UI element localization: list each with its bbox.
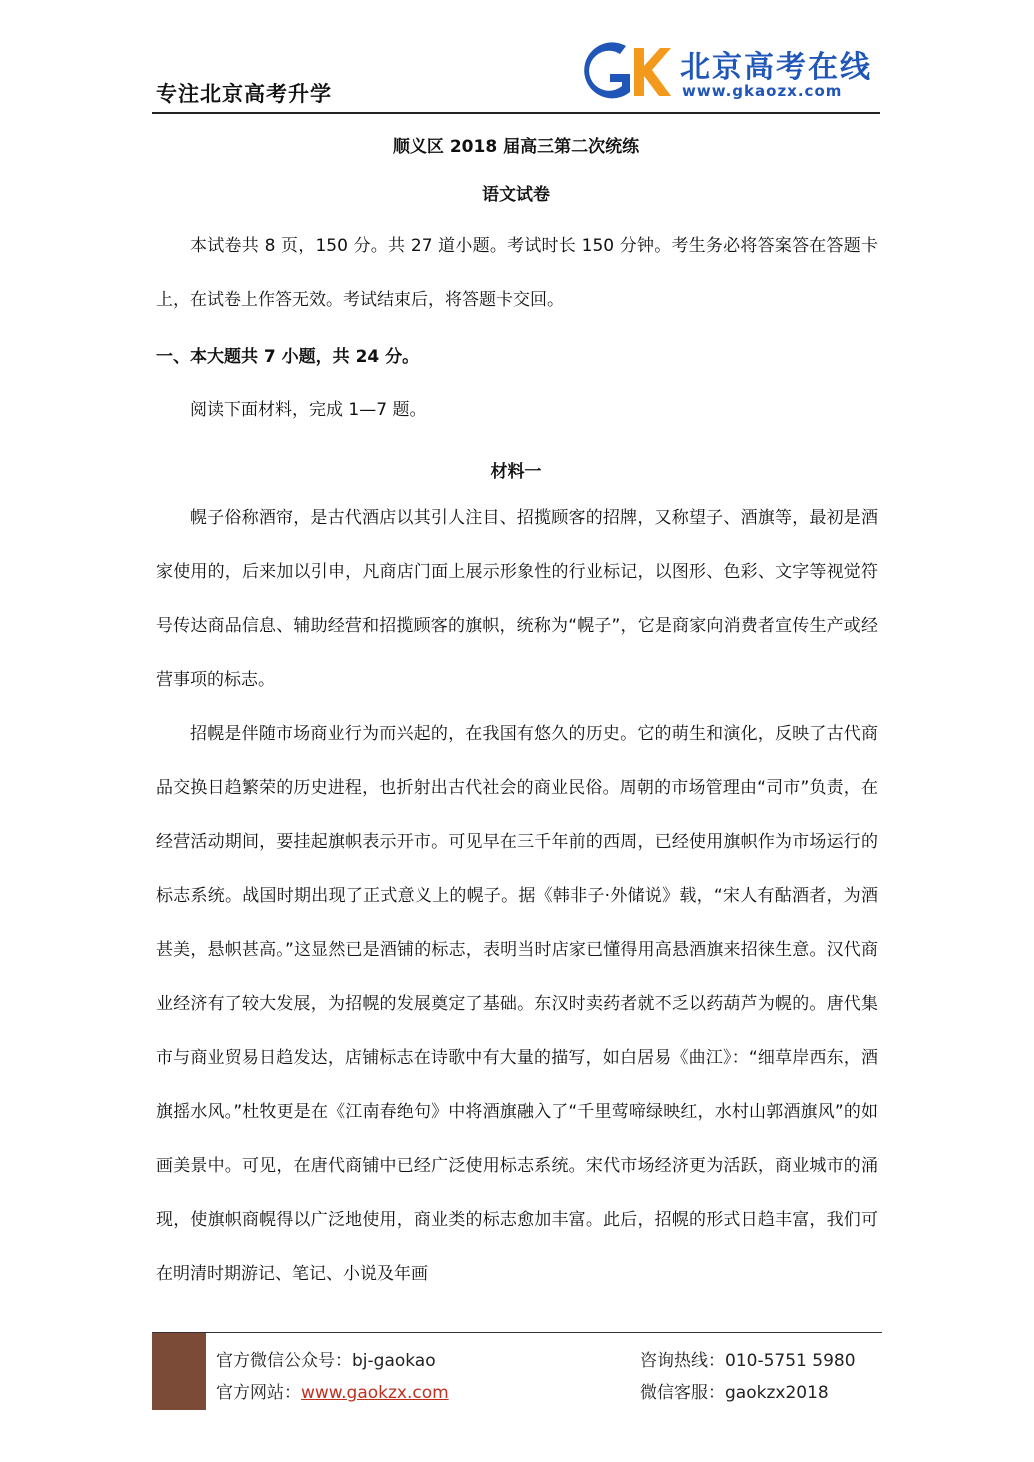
footer-color-block xyxy=(152,1333,206,1410)
section-heading: 一、本大题共 7 小题，共 24 分。 xyxy=(156,347,420,367)
footer-website-label: 官方网站： xyxy=(216,1383,301,1403)
footer-hotline: 咨询热线：010-5751 5980 xyxy=(640,1351,856,1371)
page-header xyxy=(152,40,880,110)
footer-website-link[interactable]: www.gaokzx.com xyxy=(301,1383,449,1403)
exam-title: 顺义区 2018 届高三第二次统练 xyxy=(392,137,640,157)
page-footer xyxy=(152,1332,882,1410)
material-paragraph-2: 招幌是伴随市场商业行为而兴起的，在我国有悠久的历史。它的萌生和演化，反映了古代商品交换日趋繁荣的历史进程，也折射出古代社会的商业民俗。周朝的市场管理由“司市”负责，在经营活动期间，要挂起旗帜表示开市。可见早在三千年前的西周，已经使用旗帜作为市场运行的标志系统。战国时期出现了正式意义上的幌子。据《韩非子·外储说》载，“宋人有酤酒者，为酒甚美，悬帜甚高。”这显然已是酒铺的标志，表明当时店家已懂得用高悬酒旗来招徕生意。汉代商业经济有了较大发展，为招幌的发展奠定了基础。东汉时卖药者就不乏以药葫芦为幌的。唐代集市与商业贸易日趋发达，店铺标志在诗歌中有大量的描写，如白居易《曲江》：“细草岸西东，酒旗摇水风。”杜牧更是在《江南春绝句》中将酒旗融入了“千里莺啼绿映红，水村山郭酒旗风”的如画美景中。可见，在唐代商铺中已经广泛使用标志系统。宋代市场经济更为活跃，商业城市的涌现，使旗帜商幌得以广泛地使用，商业类的标志愈加丰富。此后，招幌的形式日趋丰富，我们可在明清时期游记、笔记、小说及年画 xyxy=(156,724,878,1284)
material-title: 材料一 xyxy=(490,462,542,482)
footer-wechat-service: 微信客服：gaokzx2018 xyxy=(640,1383,829,1403)
reading-prompt: 阅读下面材料，完成 1—7 题。 xyxy=(190,400,427,420)
gk-logo-icon[interactable] xyxy=(576,40,672,102)
footer-divider xyxy=(152,1332,882,1333)
material-paragraph-1: 幌子俗称酒帘，是古代酒店以其引人注目、招揽顾客的招牌，又称望子、酒旗等，最初是酒家使用的，后来加以引申，凡商店门面上展示形象性的行业标记，以图形、色彩、文字等视觉符号传达商品信息、辅助经营和招揽顾客的旗帜，统称为“幌子”，它是商家向消费者宣传生产或经营事项的标志。 xyxy=(156,508,878,690)
exam-instructions: 本试卷共 8 页，150 分。共 27 道小题。考试时长 150 分钟。考生务必将答案答在答题卡上，在试卷上作答无效。考试结束后，将答题卡交回。 xyxy=(156,236,878,310)
header-slogan: 专注北京高考升学 xyxy=(156,82,332,106)
header-divider xyxy=(152,112,880,114)
logo-title: 北京高考在线 xyxy=(680,50,872,85)
footer-wechat: 官方微信公众号：bj-gaokao xyxy=(216,1351,436,1371)
footer-website xyxy=(216,1378,449,1403)
subject-title: 语文试卷 xyxy=(482,185,550,205)
logo-url[interactable]: www.gkaozx.com xyxy=(682,82,843,100)
